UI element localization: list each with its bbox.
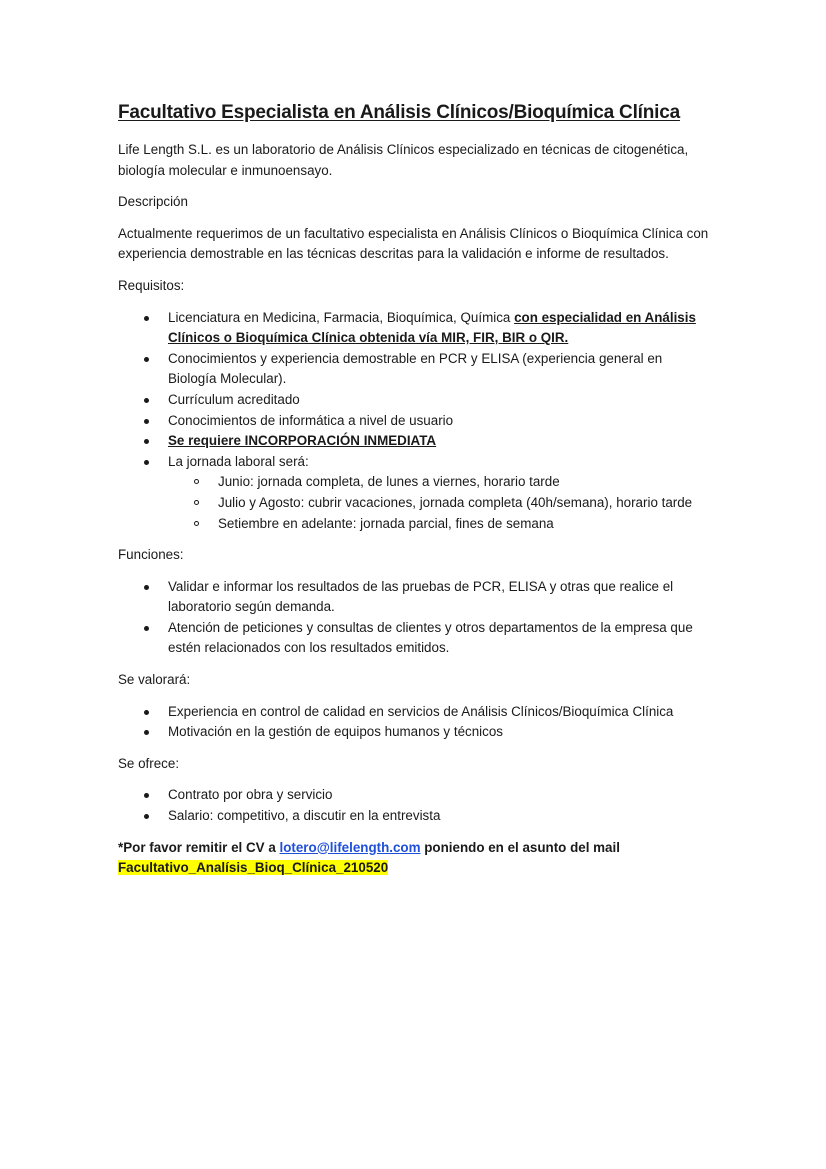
jornada-text: Setiembre en adelante: jornada parcial, fines de semana xyxy=(218,515,554,531)
requisito-text: Currículum acreditado xyxy=(168,391,300,407)
sublist-item xyxy=(168,493,710,514)
list-item xyxy=(118,618,710,659)
funcion-text: Validar e informar los resultados de las pruebas de PCR, ELISA y otras que realice el laboratorio según demanda. xyxy=(168,578,674,615)
requisitos-list xyxy=(118,308,710,535)
cta-prefix: *Por favor remitir el CV a xyxy=(118,839,280,855)
circle-bullet-icon xyxy=(194,500,199,505)
bullet-icon xyxy=(144,398,149,403)
intro-paragraph: Life Length S.L. es un laboratorio de Análisis Clínicos especializado en técnicas de citogenética, biología molecular e inmunoensayo. xyxy=(118,142,689,178)
bullet-icon xyxy=(144,710,149,715)
requisito-text: Conocimientos de informática a nivel de usuario xyxy=(168,412,454,428)
bullet-icon xyxy=(144,357,149,362)
list-item xyxy=(118,722,710,743)
requisito-text: Conocimientos y experiencia demostrable en PCR y ELISA (experiencia general en Biología Molecular). xyxy=(168,350,663,387)
funciones-heading: Funciones: xyxy=(118,547,184,563)
ofrece-text: Contrato por obra y servicio xyxy=(168,787,333,803)
list-item xyxy=(118,577,710,618)
requisito-emphasis: con especialidad en Análisis Clínicos o Bioquímica Clínica obtenida vía MIR, FIR, BIR o QIR. xyxy=(168,309,696,346)
list-item xyxy=(118,411,710,432)
page-title: Facultativo Especialista en Análisis Clínicos/Bioquímica Clínica xyxy=(118,102,680,123)
email-link[interactable]: lotero@lifelength.com xyxy=(279,839,421,855)
sublist-item xyxy=(168,472,710,493)
list-item xyxy=(118,452,710,534)
ofrece-text: Salario: competitivo, a discutir en la entrevista xyxy=(168,808,441,824)
jornada-text: Julio y Agosto: cubrir vacaciones, jornada completa (40h/semana), horario tarde xyxy=(218,494,693,510)
ofrece-heading: Se ofrece: xyxy=(118,755,180,771)
funciones-list xyxy=(118,577,710,659)
circle-bullet-icon xyxy=(194,479,199,484)
list-item xyxy=(118,431,710,452)
requisito-text: Licenciatura en Medicina, Farmacia, Bioquímica, Química xyxy=(168,309,515,325)
valorara-text: Motivación en la gestión de equipos humanos y técnicos xyxy=(168,724,503,740)
valorara-list xyxy=(118,702,710,743)
bullet-icon xyxy=(144,730,149,735)
list-item xyxy=(118,349,710,390)
circle-bullet-icon xyxy=(194,521,199,526)
sublist-item xyxy=(168,514,710,535)
bullet-icon xyxy=(144,814,149,819)
list-item xyxy=(118,308,710,349)
cta-paragraph xyxy=(118,838,710,879)
descripcion-heading: Descripción xyxy=(118,194,188,210)
subject-highlight: Facultativo_Analísis_Bioq_Clínica_210520 xyxy=(118,860,389,876)
bullet-icon xyxy=(144,460,149,465)
requisito-text: La jornada laboral será: xyxy=(168,453,309,469)
requisitos-heading: Requisitos: xyxy=(118,277,185,293)
list-item xyxy=(118,390,710,411)
bullet-icon xyxy=(144,626,149,631)
bullet-icon xyxy=(144,316,149,321)
requisito-emphasis: Se requiere INCORPORACIÓN INMEDIATA xyxy=(168,433,437,449)
list-item xyxy=(118,785,710,806)
ofrece-list xyxy=(118,785,710,826)
jornada-sublist xyxy=(168,472,710,534)
jornada-text: Junio: jornada completa, de lunes a viernes, horario tarde xyxy=(218,474,560,490)
bullet-icon xyxy=(144,793,149,798)
bullet-icon xyxy=(144,439,149,444)
valorara-heading: Se valorará: xyxy=(118,672,191,688)
list-item xyxy=(118,702,710,723)
bullet-icon xyxy=(144,419,149,424)
valorara-text: Experiencia en control de calidad en servicios de Análisis Clínicos/Bioquímica Clínica xyxy=(168,703,674,719)
document-content xyxy=(118,100,710,890)
bullet-icon xyxy=(144,585,149,590)
descripcion-paragraph: Actualmente requerimos de un facultativo especialista en Análisis Clínicos o Bioquímica Clínica con experiencia demostrable en las técnicas descritas para la validación e informe de resultados. xyxy=(118,225,709,262)
funcion-text: Atención de peticiones y consultas de clientes y otros departamentos de la empresa que estén relacionados con los resultados emitidos. xyxy=(168,619,693,656)
cta-suffix: poniendo en el asunto del mail xyxy=(420,839,620,855)
list-item xyxy=(118,806,710,827)
